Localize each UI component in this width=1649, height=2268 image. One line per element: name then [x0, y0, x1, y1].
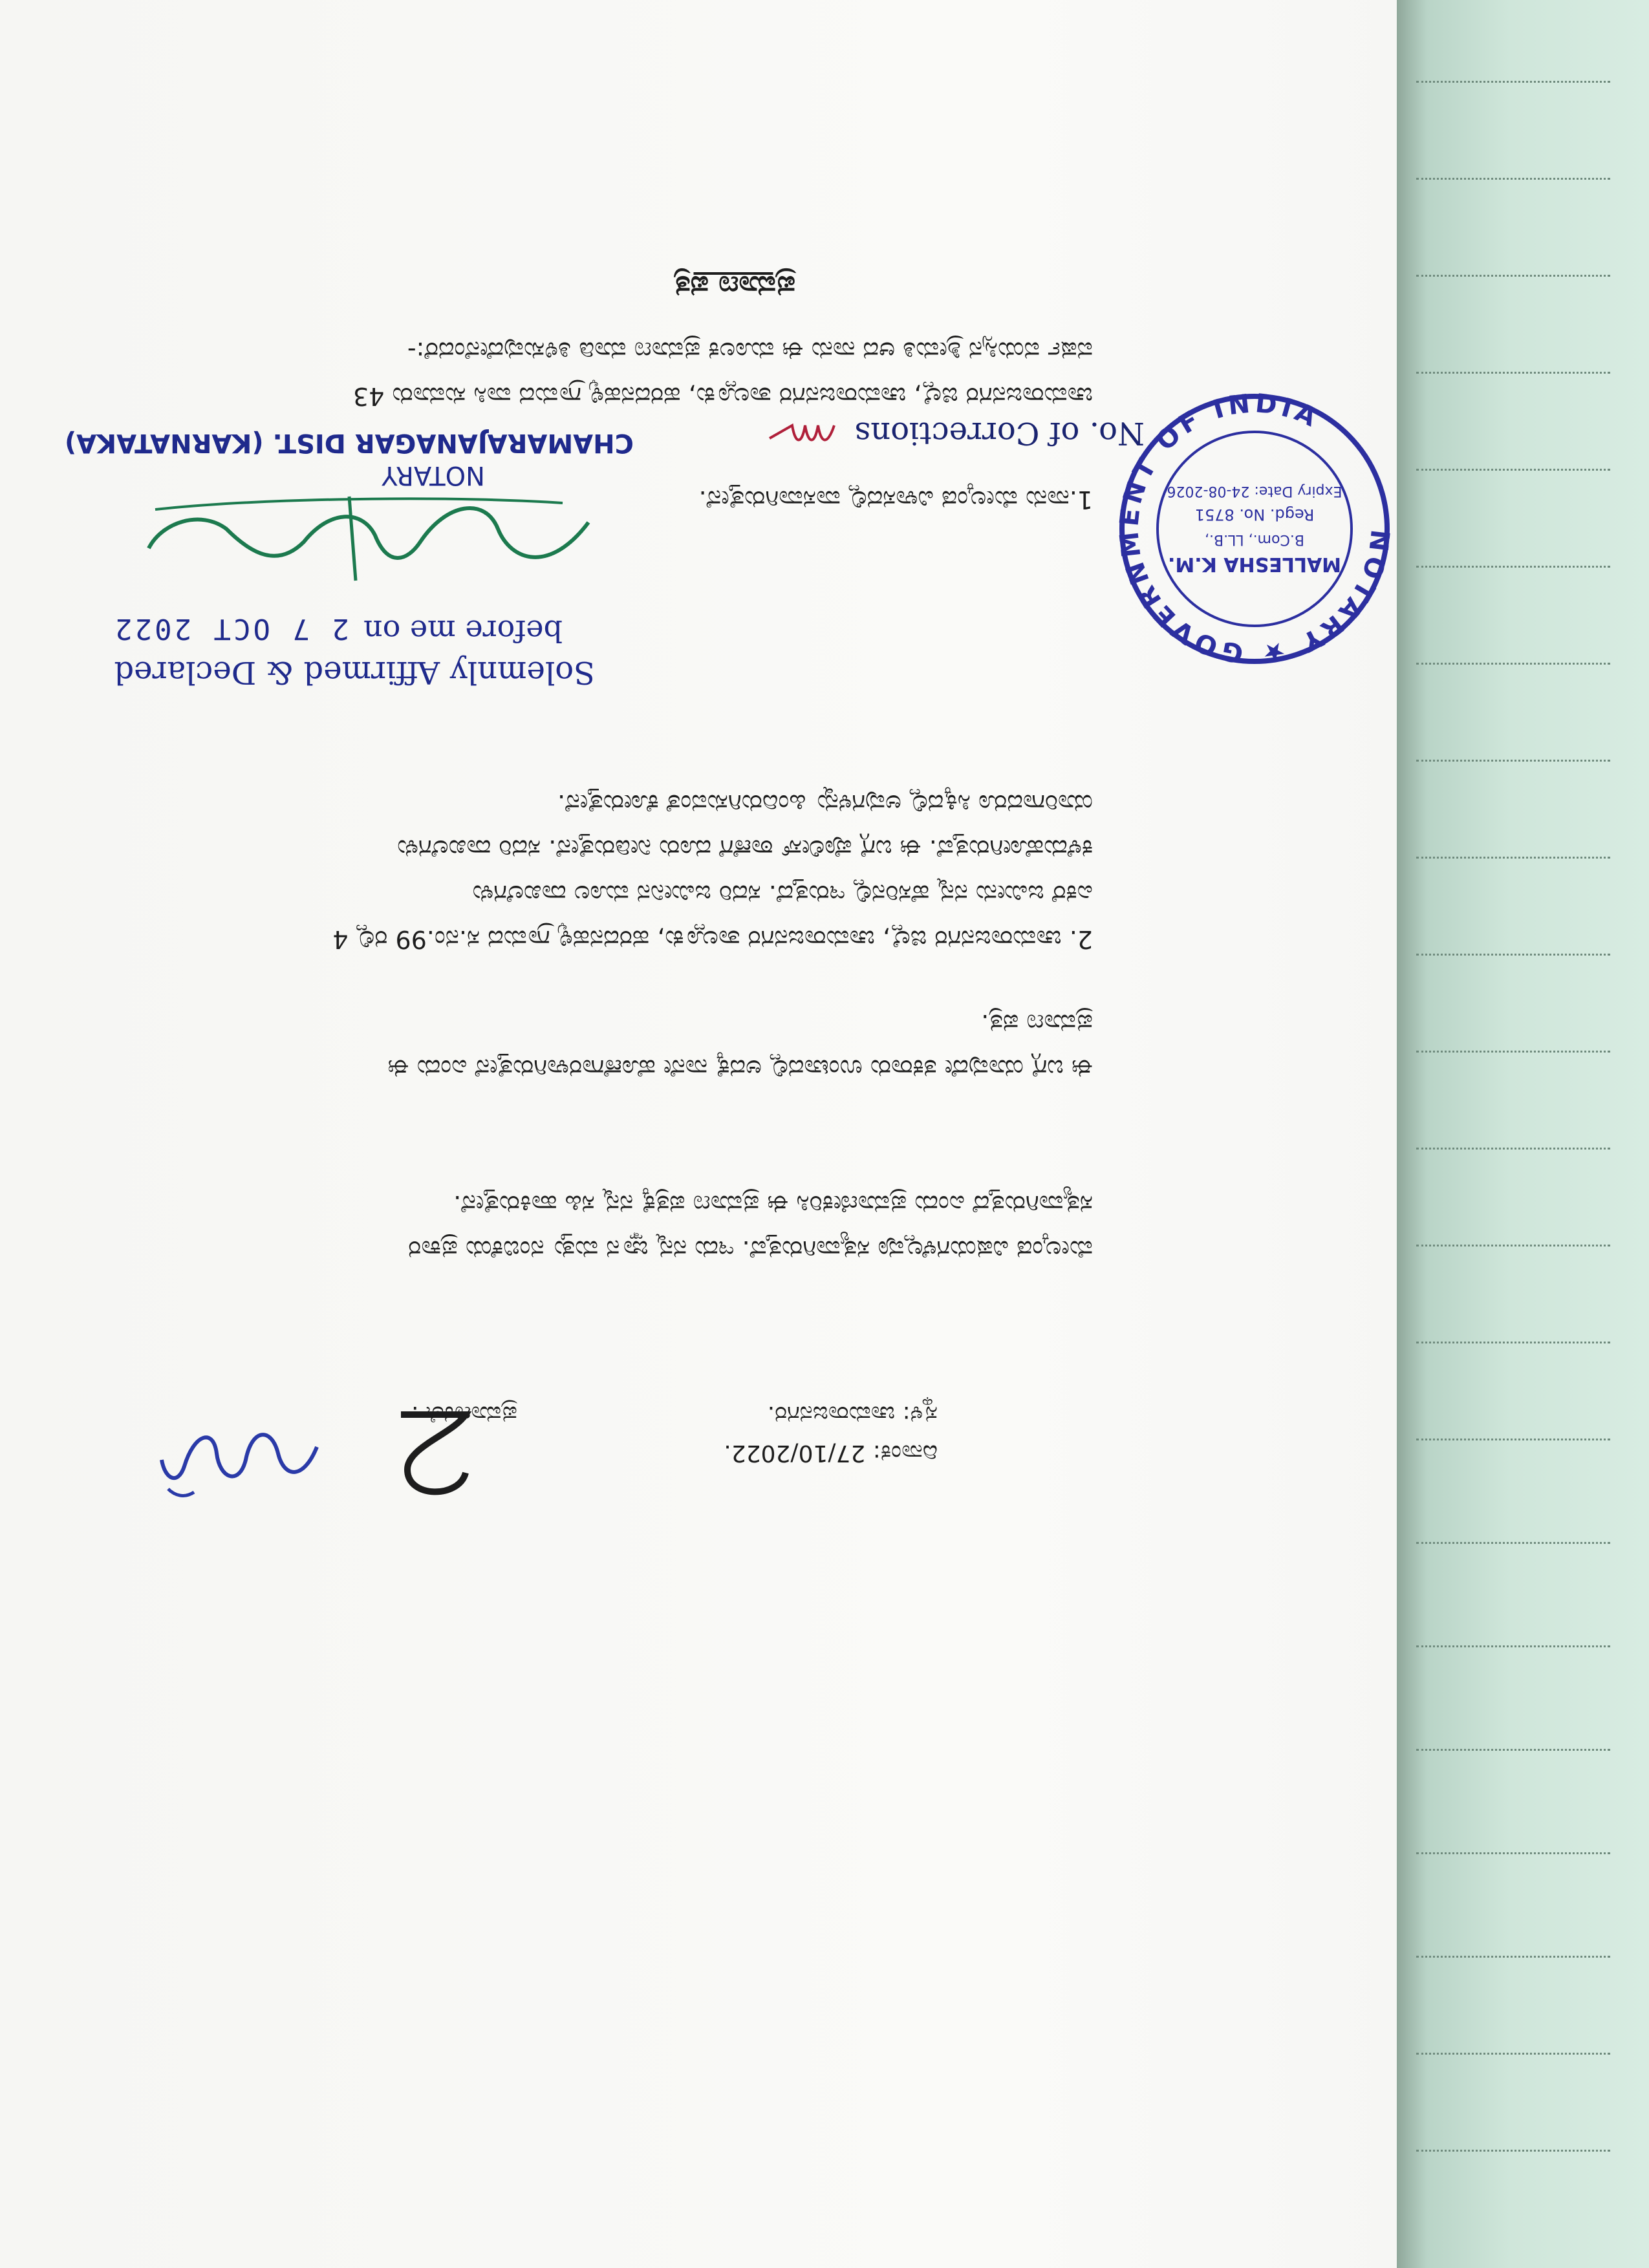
document-title: ಪ್ರಮಾಣ ಪತ್ರ	[674, 270, 795, 303]
form-dotted-line	[1416, 1051, 1610, 1053]
point-1: 1.ನಾನು ಮೇಲ್ಕಂಡ ವಿಳಾಸದಲ್ಲಿ ವಾಸವಾಗಿರುತ್ತೇನೆ.	[698, 486, 1093, 514]
form-dotted-line	[1416, 1645, 1610, 1647]
point-3: ಈ ಬಗ್ಗೆ ಯಾವುದೇ ತಕರಾರು ಉಂಟಾದಲ್ಲಿ ಅದಕ್ಕೆ ನಾನೇ ಹೊಣೆಗಾರಳಾಗಿರುತ್ತೇನೆ ಎಂದು ಈ ಪ್ರಮಾಣ ಪತ್ರ.	[387, 1009, 1093, 1083]
form-dotted-line	[1416, 857, 1610, 859]
form-dotted-line	[1416, 1956, 1610, 1958]
form-dotted-line	[1416, 178, 1610, 180]
form-dotted-line	[1416, 275, 1610, 277]
form-dotted-line	[1416, 2150, 1610, 2152]
form-dotted-line	[1416, 760, 1610, 762]
point-4: ಮೇಲ್ಕಂಡ ವಿಷಯಗಳೆಲ್ಲವೂ ಸತ್ಯವಾಗಿರುತ್ತವೆ. ಇದು ನನ್ನ ಜ್ಞಾನ ಮತ್ತು ನಂಬಿಕೆಯ ಪ್ರಕಾರ ಸತ್ಯವಾಗಿರುತ್ತದೆ ಎಂದು ಪ್ರಮಾಣೀಕರಿಸಿ ಈ ಪ್ರಮಾಣ ಪತ್ರಕ್ಕೆ ನನ್ನ ಸಹಿ ಹಾಕಿರುತ್ತೇನೆ.	[408, 1190, 1093, 1264]
intro-paragraph: ಚಾಮರಾಜನಗರ ಜಿಲ್ಲೆ, ಚಾಮರಾಜನಗರ ತಾಲ್ಲೂಕು, ಹರದನಹಳ್ಳಿ ಗ್ರಾಮದ ವಾಸಿ ಸುಮಾರು 43 ವರ್ಷ ವಯಸ್ಸಿನ ಶ್ರೀಮತಿ ಆದ ನಾನು ಈ ಮೂಲಕ ಪ್ರಮಾಣ ಮಾಡಿ ತಿಳಿಸುವುದೇನೆಂದರೆ:-	[352, 337, 1093, 411]
form-dotted-line	[1416, 1245, 1610, 1246]
before-me-text: before me on	[363, 614, 563, 648]
handwritten-mark-icon	[382, 1402, 485, 1505]
form-dotted-line	[1416, 1749, 1610, 1751]
form-dotted-line	[1416, 566, 1610, 568]
date-stamp: 2 7 OCT 2022	[113, 612, 349, 645]
form-dotted-line	[1416, 1439, 1610, 1440]
form-dotted-line	[1416, 2053, 1610, 2055]
place-line: ಸ್ಥಳ: ಚಾಮರಾಜನಗರ.	[767, 1401, 938, 1428]
notary-label: NOTARY	[382, 460, 485, 490]
seal-regno: Regd. No. 8751	[1194, 506, 1315, 524]
notary-district: CHAMARAJANAGAR DIST. (KARNATAKA)	[64, 428, 634, 458]
form-dotted-line	[1416, 469, 1610, 471]
form-dotted-line	[1416, 663, 1610, 665]
signatory-label: ಪ್ರಮಾಣಕರ್ತೆ.	[411, 1401, 517, 1428]
seal-outer-text: NOTARY ★ GOVERNMENT OF INDIA	[1114, 389, 1395, 669]
corrections-initials-icon	[763, 412, 841, 451]
form-dotted-line	[1416, 954, 1610, 956]
form-dotted-line	[1416, 81, 1610, 83]
form-dotted-line	[1416, 1542, 1610, 1544]
date-line: ದಿನಾಂಕ: 27/10/2022.	[724, 1440, 938, 1466]
notary-seal-icon	[1112, 387, 1397, 671]
form-dotted-line	[1416, 372, 1610, 374]
solemnly-affirmed-text: Solemnly Affirmed & Declared	[114, 654, 595, 690]
seal-name: MALLESHA K.M.	[1167, 553, 1342, 575]
signatory-signature-icon	[155, 1415, 323, 1505]
form-dotted-line	[1416, 1342, 1610, 1343]
form-dotted-line	[1416, 1852, 1610, 1854]
seal-expiry: Expiry Date: 24-08-2026	[1167, 483, 1342, 499]
point-2: 2. ಚಾಮರಾಜನಗರ ಜಿಲ್ಲೆ, ಚಾಮರಾಜನಗರ ತಾಲ್ಲೂಕು, ಹರದನಹಳ್ಳಿ ಗ್ರಾಮದ ಸ.ನಂ.99 ರಲ್ಲಿ 4 ಎಕರೆ ಜಮೀನು ನನ್ನ ಹೆಸರಿನಲ್ಲಿ ಇರುತ್ತದೆ. ಸದರಿ ಜಮೀನಿನ ಮೂಲ ದಾಖಲೆಗಳು ಕಳೆದುಹೋಗಿರುತ್ತವೆ. ಈ ಬಗ್ಗೆ ಪೊಲೀಸ್ ಠಾಣೆಗೆ ದೂರು ನೀಡಿರುತ್ತೇನೆ. ಸದರಿ ದಾಖಲೆಗಳು ಯಾರಿಗಾದರೂ ಸಿಕ್ಕಿದಲ್ಲಿ ಅವುಗಳನ್ನು ಹಿಂದಿರುಗಿಸುವಂತೆ ಕೋರುತ್ತೇನೆ.	[332, 789, 1093, 954]
form-dotted-line	[1416, 1148, 1610, 1150]
seal-degree: B.Com., LL.B.,	[1205, 531, 1304, 548]
corrections-label: No. of Corrections	[854, 415, 1145, 451]
green-form-sheet	[1397, 0, 1649, 2268]
notary-signature-icon	[136, 484, 601, 600]
